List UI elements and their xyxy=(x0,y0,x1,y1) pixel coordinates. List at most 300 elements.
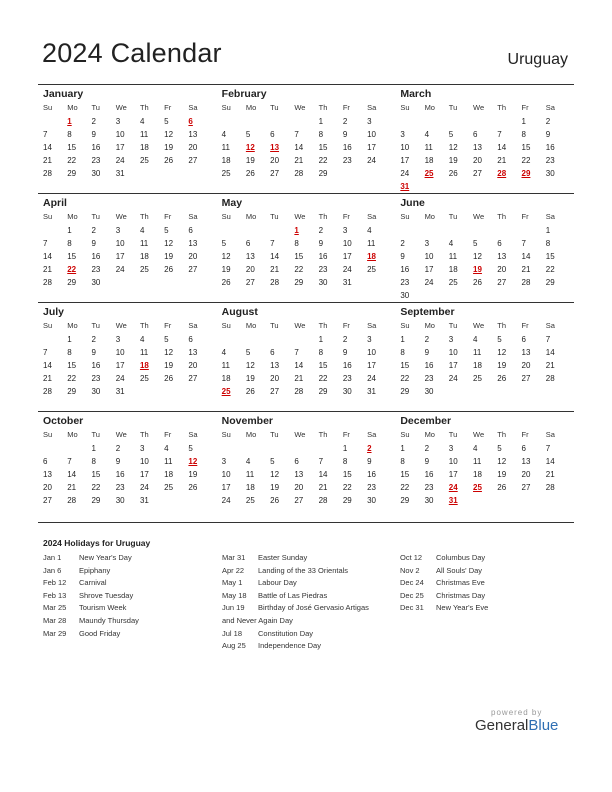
day: 13 xyxy=(521,348,531,357)
week-row xyxy=(222,346,392,359)
day: 26 xyxy=(497,374,507,383)
day: 2 xyxy=(342,335,348,344)
week-row xyxy=(43,167,213,180)
day: 24 xyxy=(367,374,376,383)
holiday-date: Dec 25 xyxy=(400,590,424,600)
holiday-name: Shrove Tuesday xyxy=(79,590,134,600)
day: 2 xyxy=(91,335,96,344)
day: 4 xyxy=(139,335,145,344)
day: 20 xyxy=(270,374,280,383)
week-row xyxy=(222,250,392,263)
day: 5 xyxy=(448,130,454,139)
day: 17 xyxy=(115,143,125,152)
empty-day xyxy=(497,289,521,302)
holiday-item xyxy=(43,590,221,603)
holiday-date: Mar 25 xyxy=(43,603,67,613)
day: 8 xyxy=(294,239,299,248)
day: 29 xyxy=(318,387,328,396)
empty-day xyxy=(546,494,570,507)
week-row xyxy=(43,263,213,276)
weekday-label: Su xyxy=(43,321,53,330)
holiday-item xyxy=(43,552,221,565)
empty-day xyxy=(473,115,497,128)
empty-day xyxy=(473,224,497,237)
day: 10 xyxy=(424,252,434,261)
empty-day xyxy=(246,442,270,455)
day: 7 xyxy=(294,130,299,139)
day: 21 xyxy=(294,374,304,383)
day: 5 xyxy=(473,239,478,248)
week-row xyxy=(222,481,392,494)
day: 6 xyxy=(43,457,48,466)
week-row xyxy=(43,359,213,372)
day: 18 xyxy=(245,483,255,492)
day: 6 xyxy=(188,226,193,235)
holiday-date: Mar 31 xyxy=(222,553,246,562)
day: 3 xyxy=(221,457,227,466)
day: 26 xyxy=(245,387,255,396)
country-name: Uruguay xyxy=(507,51,568,68)
week-row xyxy=(400,359,570,372)
day: 17 xyxy=(115,361,125,370)
empty-day xyxy=(425,115,449,128)
day: 9 xyxy=(424,348,430,357)
brand-blue: Blue xyxy=(528,717,559,734)
week-row xyxy=(222,263,392,276)
day: 28 xyxy=(43,278,52,287)
day: 19 xyxy=(270,483,280,492)
day: 15 xyxy=(294,252,304,261)
empty-day xyxy=(294,333,318,346)
weekday-header xyxy=(222,319,392,333)
day: 30 xyxy=(545,169,555,178)
empty-day xyxy=(43,442,67,455)
day: 10 xyxy=(115,239,125,248)
holiday-name: Easter Sunday xyxy=(258,553,308,562)
day: 16 xyxy=(91,252,101,261)
holiday-date: May 18 xyxy=(222,590,247,600)
empty-day xyxy=(270,333,294,346)
day: 13 xyxy=(188,239,198,248)
empty-day xyxy=(473,180,497,193)
day: 19 xyxy=(497,361,507,370)
day: 30 xyxy=(424,496,434,505)
day: 18 xyxy=(164,470,174,479)
holiday-day: 22 xyxy=(67,265,77,274)
day: 2 xyxy=(424,335,430,344)
empty-day xyxy=(294,115,318,128)
day: 7 xyxy=(521,239,526,248)
empty-day xyxy=(188,167,212,180)
day: 5 xyxy=(497,335,502,344)
day: 31 xyxy=(115,387,125,396)
week-row xyxy=(400,385,570,398)
day: 14 xyxy=(43,252,52,261)
day: 20 xyxy=(521,361,531,370)
holiday-date: Oct 12 xyxy=(400,553,423,562)
weekday-label: Mo xyxy=(67,430,78,439)
day: 1 xyxy=(342,444,348,453)
empty-day xyxy=(473,385,497,398)
day: 16 xyxy=(91,143,101,152)
day: 17 xyxy=(448,470,458,479)
month-february xyxy=(217,84,396,193)
day: 27 xyxy=(497,278,507,287)
day: 7 xyxy=(43,239,48,248)
holiday-name: Columbus Day xyxy=(436,553,486,562)
day: 1 xyxy=(67,335,72,344)
holiday-day: 1 xyxy=(294,226,299,235)
day: 16 xyxy=(91,361,101,370)
day: 28 xyxy=(270,278,280,287)
day: 11 xyxy=(139,239,149,248)
empty-day xyxy=(116,276,140,289)
weekday-label: Tu xyxy=(270,321,279,330)
day: 8 xyxy=(318,130,324,139)
weekday-header xyxy=(400,428,570,442)
empty-day xyxy=(67,442,91,455)
day: 13 xyxy=(497,252,507,261)
holiday-name: Labour Day xyxy=(258,578,297,588)
day: 1 xyxy=(400,335,405,344)
day: 4 xyxy=(473,444,478,453)
day: 29 xyxy=(342,496,352,505)
weekday-header xyxy=(43,210,213,224)
day: 16 xyxy=(424,361,434,370)
holiday-column xyxy=(43,552,221,640)
holiday-day: 1 xyxy=(67,117,72,126)
day: 18 xyxy=(221,374,231,383)
day: 2 xyxy=(91,117,96,126)
empty-day xyxy=(367,276,391,289)
empty-day xyxy=(43,333,67,346)
day: 10 xyxy=(139,457,149,466)
holiday-date: Apr 22 xyxy=(222,565,245,575)
holiday-day: 31 xyxy=(448,496,458,505)
week-row xyxy=(222,224,392,237)
holiday-item xyxy=(222,577,400,590)
holiday-item xyxy=(43,565,221,578)
empty-day xyxy=(546,289,570,302)
holiday-day: 19 xyxy=(473,265,482,274)
day: 11 xyxy=(221,361,230,370)
week-row xyxy=(400,333,570,346)
day: 7 xyxy=(67,457,72,466)
holiday-day: 13 xyxy=(270,143,280,152)
weekday-label: Fr xyxy=(342,212,350,221)
weekday-label: Sa xyxy=(188,430,198,439)
empty-day xyxy=(473,289,497,302)
day: 8 xyxy=(400,348,405,357)
day: 19 xyxy=(448,156,458,165)
month-october xyxy=(38,411,217,520)
week-row xyxy=(43,128,213,141)
holiday-date: Nov 2 xyxy=(400,565,420,575)
holiday-item xyxy=(43,602,221,615)
day: 29 xyxy=(67,169,77,178)
day: 10 xyxy=(115,130,125,139)
day: 12 xyxy=(270,470,280,479)
weekday-label: We xyxy=(473,212,485,221)
month-april xyxy=(38,193,217,302)
weekday-label: Sa xyxy=(188,212,198,221)
day: 26 xyxy=(188,483,198,492)
month-name: May xyxy=(221,197,243,209)
empty-day xyxy=(522,494,546,507)
day: 11 xyxy=(473,348,482,357)
day: 16 xyxy=(400,265,410,274)
day: 25 xyxy=(221,169,231,178)
month-name: February xyxy=(221,88,267,100)
day: 28 xyxy=(67,496,77,505)
day: 4 xyxy=(139,117,145,126)
weekday-label: Tu xyxy=(91,212,100,221)
weekday-label: Fr xyxy=(164,321,172,330)
day: 22 xyxy=(318,156,328,165)
weekday-label: Su xyxy=(43,430,53,439)
day: 22 xyxy=(342,483,352,492)
empty-day xyxy=(164,494,188,507)
day: 3 xyxy=(448,444,454,453)
day: 19 xyxy=(245,156,255,165)
day: 17 xyxy=(448,361,458,370)
holiday-item xyxy=(400,577,578,590)
week-row xyxy=(400,346,570,359)
day: 2 xyxy=(400,239,405,248)
day: 26 xyxy=(221,278,231,287)
weekday-label: We xyxy=(115,212,127,221)
empty-day xyxy=(367,167,391,180)
week-row xyxy=(400,468,570,481)
holiday-day: 25 xyxy=(221,387,231,396)
day: 4 xyxy=(221,130,227,139)
day: 21 xyxy=(43,265,52,274)
holiday-name: Maundy Thursday xyxy=(79,615,139,625)
empty-day xyxy=(188,385,212,398)
week-row xyxy=(400,167,570,180)
week-row xyxy=(222,468,392,481)
day: 19 xyxy=(245,374,255,383)
week-row xyxy=(222,115,392,128)
weekday-label: Th xyxy=(318,212,328,221)
weekday-label: Th xyxy=(139,103,149,112)
day: 17 xyxy=(139,470,149,479)
day: 28 xyxy=(43,169,52,178)
generalblue-logo[interactable] xyxy=(475,708,558,734)
week-row xyxy=(222,333,392,346)
day: 31 xyxy=(342,278,352,287)
day: 29 xyxy=(294,278,304,287)
day: 21 xyxy=(545,361,555,370)
day: 1 xyxy=(521,117,526,126)
month-march xyxy=(395,84,574,193)
day: 21 xyxy=(318,483,328,492)
day: 26 xyxy=(270,496,280,505)
day: 14 xyxy=(43,361,52,370)
day: 8 xyxy=(521,130,526,139)
week-row xyxy=(400,276,570,289)
day: 5 xyxy=(245,130,251,139)
holiday-column xyxy=(400,552,578,615)
day: 14 xyxy=(67,470,77,479)
day: 21 xyxy=(270,265,280,274)
week-row xyxy=(400,494,570,507)
day: 6 xyxy=(473,130,478,139)
weekday-header xyxy=(400,210,570,224)
day: 14 xyxy=(318,470,328,479)
day: 29 xyxy=(91,496,101,505)
day: 11 xyxy=(139,130,149,139)
day: 11 xyxy=(164,457,173,466)
weekday-label: Mo xyxy=(424,212,435,221)
day: 11 xyxy=(139,348,149,357)
day: 7 xyxy=(318,457,324,466)
day: 12 xyxy=(164,239,174,248)
day: 16 xyxy=(318,252,328,261)
day: 28 xyxy=(294,387,304,396)
day: 26 xyxy=(497,483,507,492)
empty-day xyxy=(319,442,343,455)
month-january xyxy=(38,84,217,193)
empty-day xyxy=(140,385,164,398)
empty-day xyxy=(164,385,188,398)
day: 21 xyxy=(67,483,77,492)
day: 24 xyxy=(115,374,125,383)
day: 15 xyxy=(67,143,77,152)
holiday-item xyxy=(222,552,400,565)
calendar-grid xyxy=(38,84,574,520)
empty-day xyxy=(188,494,212,507)
empty-day xyxy=(140,167,164,180)
holiday-date: Mar 29 xyxy=(43,628,67,638)
weekday-label: Tu xyxy=(270,212,279,221)
day: 4 xyxy=(424,130,430,139)
week-row xyxy=(400,250,570,263)
weekday-label: We xyxy=(473,103,485,112)
day: 27 xyxy=(188,156,198,165)
day: 19 xyxy=(164,252,174,261)
day: 8 xyxy=(67,130,72,139)
day: 7 xyxy=(43,348,48,357)
day: 19 xyxy=(221,265,231,274)
weekday-label: We xyxy=(473,321,485,330)
week-row xyxy=(43,250,213,263)
holiday-date: Feb 13 xyxy=(43,590,67,600)
day: 27 xyxy=(294,496,304,505)
holiday-date: Jan 1 xyxy=(43,553,62,562)
weekday-label: Tu xyxy=(270,430,279,439)
day: 22 xyxy=(294,265,304,274)
day: 30 xyxy=(318,278,328,287)
holiday-date: Jul 18 xyxy=(222,628,243,638)
weekday-label: Mo xyxy=(245,321,257,330)
holiday-day: 2 xyxy=(367,444,372,453)
day: 13 xyxy=(473,143,482,152)
day: 28 xyxy=(43,387,52,396)
week-row xyxy=(43,494,213,507)
day: 24 xyxy=(424,278,434,287)
day: 20 xyxy=(188,252,198,261)
day: 12 xyxy=(164,130,174,139)
weekday-label: Th xyxy=(318,430,328,439)
empty-day xyxy=(270,442,294,455)
empty-day xyxy=(546,180,570,193)
holiday-item xyxy=(222,565,400,578)
holiday-name: Independence Day xyxy=(258,641,321,651)
week-row xyxy=(43,237,213,250)
empty-day xyxy=(222,333,246,346)
weekday-label: Mo xyxy=(67,212,78,221)
day: 1 xyxy=(400,444,405,453)
holiday-name: New Year's Day xyxy=(79,553,132,562)
day: 2 xyxy=(424,444,430,453)
day: 10 xyxy=(448,348,458,357)
day: 23 xyxy=(400,278,410,287)
weekday-label: We xyxy=(294,321,306,330)
weekday-label: Tu xyxy=(448,212,458,221)
day: 16 xyxy=(342,361,352,370)
holiday-name: Birthday of José Gervasio Artigas xyxy=(258,603,369,613)
empty-day xyxy=(449,115,473,128)
day: 5 xyxy=(188,444,193,453)
empty-day xyxy=(546,385,570,398)
day: 15 xyxy=(342,470,352,479)
month-september xyxy=(395,302,574,411)
week-row xyxy=(222,128,392,141)
day: 14 xyxy=(521,252,531,261)
weekday-header xyxy=(222,428,392,442)
day: 22 xyxy=(400,374,410,383)
holiday-item xyxy=(222,590,400,603)
day: 22 xyxy=(545,265,555,274)
empty-day xyxy=(188,276,212,289)
holiday-item xyxy=(400,565,578,578)
day: 24 xyxy=(115,156,125,165)
day: 9 xyxy=(400,252,405,261)
week-row xyxy=(400,263,570,276)
day: 6 xyxy=(497,239,502,248)
week-row xyxy=(222,359,392,372)
day: 12 xyxy=(164,348,174,357)
empty-day xyxy=(522,289,546,302)
day: 30 xyxy=(91,169,101,178)
holiday-name: Tourism Week xyxy=(79,603,127,613)
week-row xyxy=(222,237,392,250)
day: 25 xyxy=(448,278,458,287)
day: 13 xyxy=(188,348,198,357)
empty-day xyxy=(425,289,449,302)
holiday-day: 28 xyxy=(497,169,507,178)
day: 18 xyxy=(473,361,482,370)
day: 23 xyxy=(545,156,555,165)
day: 18 xyxy=(139,252,149,261)
empty-day xyxy=(473,494,497,507)
weekday-label: Su xyxy=(400,430,410,439)
weekday-label: Fr xyxy=(521,212,529,221)
empty-day xyxy=(246,115,270,128)
day: 8 xyxy=(91,457,96,466)
day: 25 xyxy=(473,374,482,383)
day: 20 xyxy=(188,143,198,152)
holiday-name: Christmas Day xyxy=(436,590,486,600)
day: 21 xyxy=(294,156,304,165)
holiday-date: Feb 12 xyxy=(43,578,67,588)
holiday-item xyxy=(222,615,400,628)
day: 21 xyxy=(43,374,52,383)
holidays-heading: 2024 Holidays for Uruguay xyxy=(43,538,151,548)
holiday-name: Christmas Eve xyxy=(436,578,485,588)
week-row xyxy=(400,224,570,237)
